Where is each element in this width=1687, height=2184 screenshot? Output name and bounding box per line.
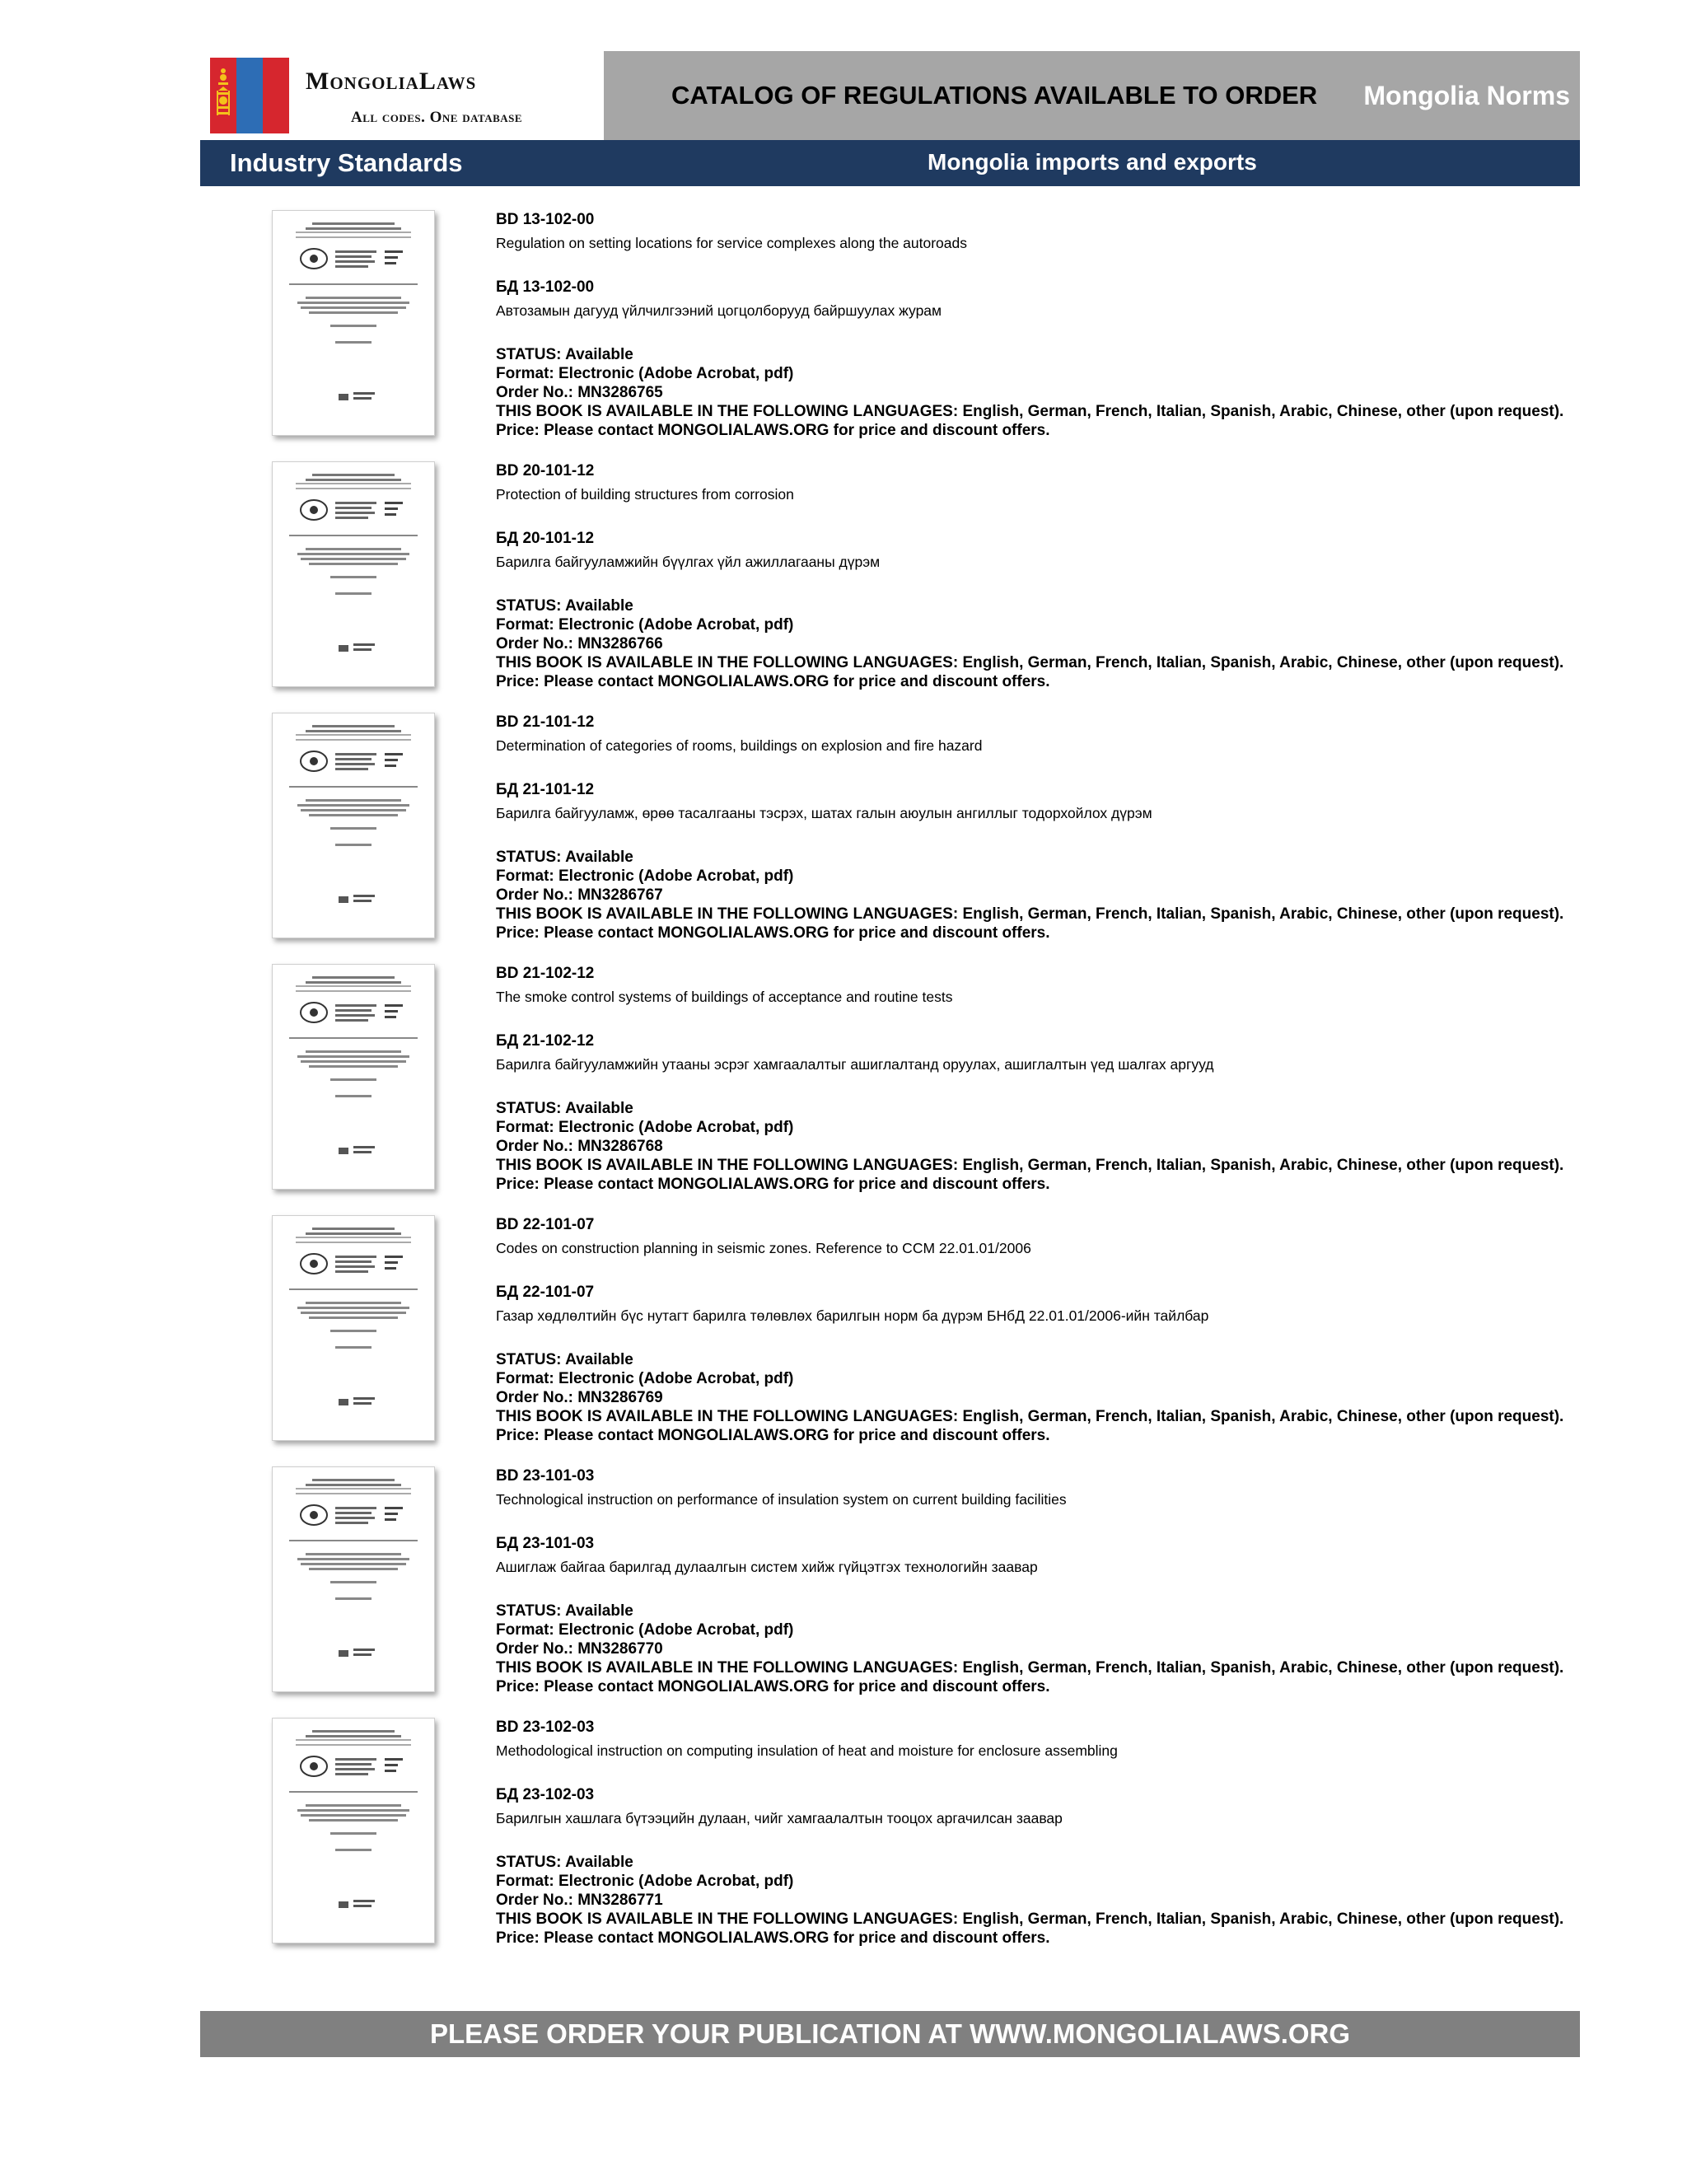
entry-price[interactable]: Price: Please contact MONGOLIALAWS.ORG for price and discount offers. <box>496 422 1050 439</box>
entry-code-mn: БД 21-102-12 <box>496 1032 595 1050</box>
entry-languages: THIS BOOK IS AVAILABLE IN THE FOLLOWING LANGUAGES: English, German, French, Italian, Spanish, Arabic, Chinese, other (upon request). <box>496 1157 1564 1174</box>
entry-title-mn: Барилгын хашлага бүтээцийн дулаан, чийг хамгаалалтын тооцох аргачилсан заавар <box>496 1810 1063 1826</box>
entry-order-number: Order No.: MN3286766 <box>496 635 663 652</box>
entry-status: STATUS: Available <box>496 1100 633 1117</box>
entry-info <box>496 461 1583 691</box>
document-cover-icon[interactable] <box>272 1215 435 1441</box>
entry-title-mn: Ашиглаж байгаа барилгад дулаалгын систем хийж гүйцэтгэх технологийн заавар <box>496 1559 1038 1575</box>
document-cover-icon[interactable] <box>272 1466 435 1692</box>
entry-title-mn: Автозамын дагууд үйлчилгээний цогцолборууд байршуулах журам <box>496 302 942 319</box>
brand-logo[interactable] <box>200 51 604 140</box>
entry-order-number: Order No.: MN3286768 <box>496 1138 663 1155</box>
entry-languages: THIS BOOK IS AVAILABLE IN THE FOLLOWING LANGUAGES: English, German, French, Italian, Spanish, Arabic, Chinese, other (upon request). <box>496 1408 1564 1425</box>
subsection-label[interactable]: Mongolia imports and exports <box>928 149 1257 175</box>
entry-info <box>496 1466 1583 1696</box>
entry-title-mn: Барилга байгууламжийн бүүлгах үйл ажиллагааны дүрэм <box>496 554 881 570</box>
entry-title-en: Codes on construction planning in seismic zones. Reference to CCM 22.01.01/2006 <box>496 1240 1031 1256</box>
catalog-title: CATALOG OF REGULATIONS AVAILABLE TO ORDER <box>671 81 1318 110</box>
entry-order-number: Order No.: MN3286769 <box>496 1389 663 1406</box>
catalog-entry <box>272 461 1590 700</box>
catalog-entry <box>272 1215 1590 1454</box>
document-cover-icon[interactable] <box>272 210 435 436</box>
entry-price[interactable]: Price: Please contact MONGOLIALAWS.ORG for price and discount offers. <box>496 1427 1050 1444</box>
entry-code-mn: БД 13-102-00 <box>496 278 595 296</box>
catalog-entry <box>272 1718 1590 1957</box>
norms-title[interactable]: Mongolia Norms <box>1363 81 1570 110</box>
entry-order-number: Order No.: MN3286771 <box>496 1892 663 1909</box>
section-label[interactable]: Industry Standards <box>230 148 463 177</box>
entry-title-en: Methodological instruction on computing insulation of heat and moisture for enclosure assembling <box>496 1742 1118 1759</box>
entry-languages: THIS BOOK IS AVAILABLE IN THE FOLLOWING LANGUAGES: English, German, French, Italian, Spanish, Arabic, Chinese, other (upon request). <box>496 1910 1564 1928</box>
entry-code-mn: БД 21-101-12 <box>496 781 595 798</box>
entry-title-mn: Газар хөдлөлтийн бүс нутагт барилга төлөвлөх барилгын норм ба дүрэм БНбД 22.01.01/2006-ийн тайлбар <box>496 1307 1209 1324</box>
entry-code-en: BD 22-101-07 <box>496 1216 595 1233</box>
entry-price[interactable]: Price: Please contact MONGOLIALAWS.ORG for price and discount offers. <box>496 924 1050 942</box>
order-footer-text[interactable]: PLEASE ORDER YOUR PUBLICATION AT WWW.MONGOLIALAWS.ORG <box>429 2018 1351 2049</box>
entry-code-en: BD 23-102-03 <box>496 1719 595 1736</box>
entry-price[interactable]: Price: Please contact MONGOLIALAWS.ORG for price and discount offers. <box>496 1176 1050 1193</box>
entry-languages: THIS BOOK IS AVAILABLE IN THE FOLLOWING LANGUAGES: English, German, French, Italian, Spanish, Arabic, Chinese, other (upon request). <box>496 1659 1564 1677</box>
entry-format: Format: Electronic (Adobe Acrobat, pdf) <box>496 868 794 885</box>
entry-title-en: Regulation on setting locations for service complexes along the autoroads <box>496 235 968 251</box>
entry-status: STATUS: Available <box>496 1602 633 1620</box>
document-cover-icon[interactable] <box>272 461 435 687</box>
entry-format: Format: Electronic (Adobe Acrobat, pdf) <box>496 1370 794 1387</box>
entry-status: STATUS: Available <box>496 1351 633 1368</box>
document-cover-icon[interactable] <box>272 1718 435 1943</box>
entry-title-mn: Барилга байгууламжийн утааны эсрэг хамгаалалтыг ашиглалтанд оруулах, ашиглалтын үед шалгах аргууд <box>496 1056 1214 1073</box>
entry-title-en: Protection of building structures from corrosion <box>496 486 794 503</box>
catalog-entry <box>272 713 1590 952</box>
catalog-title-bar <box>604 51 1580 140</box>
entry-format: Format: Electronic (Adobe Acrobat, pdf) <box>496 365 794 382</box>
order-footer-bar[interactable] <box>200 2011 1580 2057</box>
entry-title-en: Determination of categories of rooms, buildings on explosion and fire hazard <box>496 737 983 754</box>
entry-code-en: BD 13-102-00 <box>496 211 595 228</box>
entry-code-en: BD 21-102-12 <box>496 965 595 982</box>
entry-info <box>496 1718 1583 1948</box>
entry-info <box>496 964 1583 1194</box>
entry-order-number: Order No.: MN3286767 <box>496 886 663 904</box>
entry-format: Format: Electronic (Adobe Acrobat, pdf) <box>496 1621 794 1639</box>
entry-languages: THIS BOOK IS AVAILABLE IN THE FOLLOWING LANGUAGES: English, German, French, Italian, Spanish, Arabic, Chinese, other (upon request). <box>496 403 1564 420</box>
entry-code-mn: БД 23-101-03 <box>496 1535 595 1552</box>
entry-title-mn: Барилга байгууламж, өрөө тасалгааны тэсрэх, шатах галын аюулын ангиллыг тодорхойлох дүрэм <box>496 805 1152 821</box>
catalog-entry <box>272 210 1590 449</box>
mongolia-flag-icon <box>210 58 289 133</box>
entry-code-en: BD 23-101-03 <box>496 1467 595 1485</box>
entry-status: STATUS: Available <box>496 597 633 615</box>
entry-code-mn: БД 23-102-03 <box>496 1786 595 1803</box>
entry-info <box>496 1215 1583 1445</box>
entry-code-en: BD 21-101-12 <box>496 713 595 731</box>
page-header <box>200 51 1580 140</box>
entry-languages: THIS BOOK IS AVAILABLE IN THE FOLLOWING LANGUAGES: English, German, French, Italian, Spanish, Arabic, Chinese, other (upon request). <box>496 654 1564 671</box>
entry-languages: THIS BOOK IS AVAILABLE IN THE FOLLOWING LANGUAGES: English, German, French, Italian, Spanish, Arabic, Chinese, other (upon request). <box>496 905 1564 923</box>
entry-info <box>496 713 1583 942</box>
entry-order-number: Order No.: MN3286765 <box>496 384 663 401</box>
entry-status: STATUS: Available <box>496 346 633 363</box>
document-cover-icon[interactable] <box>272 964 435 1190</box>
entry-order-number: Order No.: MN3286770 <box>496 1640 663 1658</box>
entry-price[interactable]: Price: Please contact MONGOLIALAWS.ORG for price and discount offers. <box>496 673 1050 690</box>
entry-code-mn: БД 20-101-12 <box>496 530 595 547</box>
catalog-entry <box>272 1466 1590 1705</box>
entry-format: Format: Electronic (Adobe Acrobat, pdf) <box>496 616 794 634</box>
entry-code-en: BD 20-101-12 <box>496 462 595 479</box>
entry-info <box>496 210 1583 440</box>
entry-format: Format: Electronic (Adobe Acrobat, pdf) <box>496 1873 794 1890</box>
entry-format: Format: Electronic (Adobe Acrobat, pdf) <box>496 1119 794 1136</box>
entry-title-en: Technological instruction on performance of insulation system on current building facilities <box>496 1491 1067 1508</box>
entry-price[interactable]: Price: Please contact MONGOLIALAWS.ORG for price and discount offers. <box>496 1929 1050 1947</box>
entry-code-mn: БД 22-101-07 <box>496 1284 595 1301</box>
entry-status: STATUS: Available <box>496 849 633 866</box>
brand-tagline: All codes. One database <box>351 109 523 126</box>
catalog-entry <box>272 964 1590 1203</box>
soyombo-icon <box>215 66 231 124</box>
entry-status: STATUS: Available <box>496 1854 633 1871</box>
section-nav-bar <box>200 140 1580 186</box>
entry-price[interactable]: Price: Please contact MONGOLIALAWS.ORG for price and discount offers. <box>496 1678 1050 1695</box>
document-cover-icon[interactable] <box>272 713 435 938</box>
brand-name: MongoliaLaws <box>306 68 477 95</box>
entry-title-en: The smoke control systems of buildings of acceptance and routine tests <box>496 989 953 1005</box>
